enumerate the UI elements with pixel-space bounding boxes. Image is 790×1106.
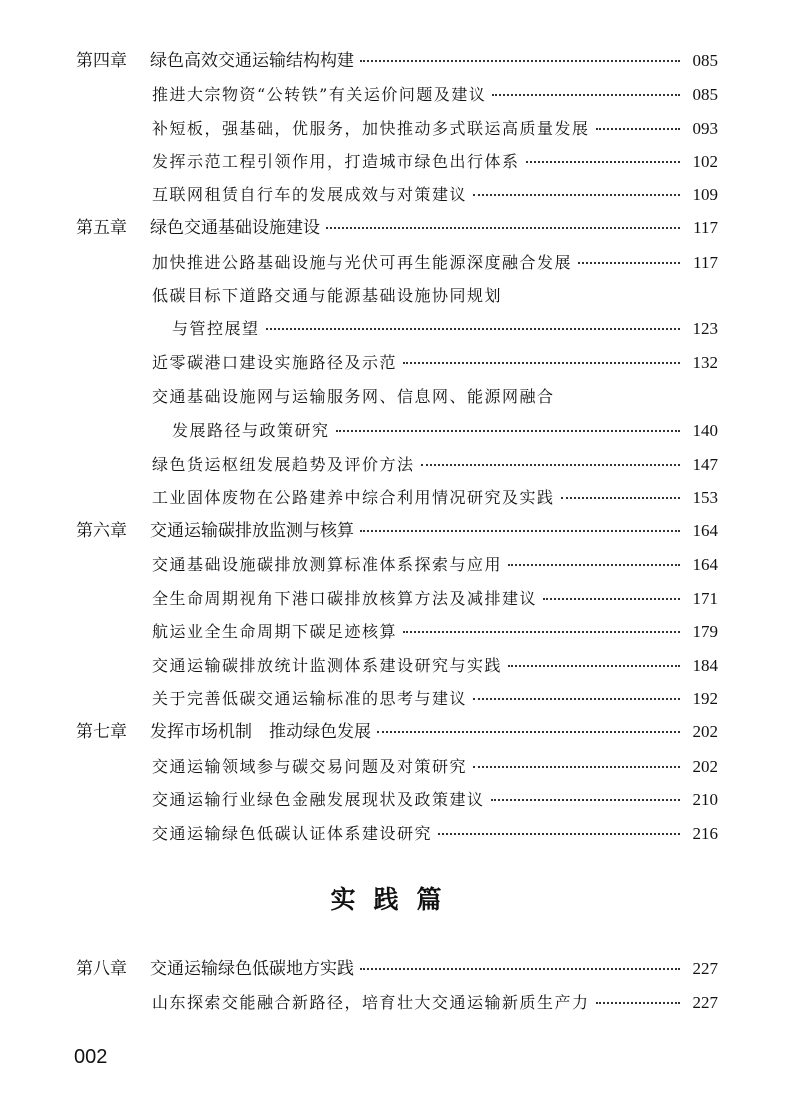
toc-entry[interactable]: [152, 754, 718, 780]
chapter-title: 绿色高效交通运输结构构建: [150, 51, 354, 70]
leader-dots: [403, 631, 680, 633]
folio-page-number: 002: [74, 1046, 108, 1068]
chapter-title: 交通运输碳排放监测与核算: [150, 521, 354, 540]
page-number: 216: [692, 824, 718, 843]
toc-chapter-7[interactable]: [76, 719, 718, 745]
entry-title: 近零碳港口建设实施路径及示范: [152, 353, 398, 372]
leader-dots: [491, 799, 680, 801]
entry-title: 工业固体废物在公路建养中综合利用情况研究及实践: [152, 488, 555, 507]
chapter-title: 发挥市场机制 推动绿色发展: [150, 722, 371, 741]
toc-entry[interactable]: [152, 821, 718, 847]
page-number: 102: [692, 152, 718, 171]
entry-title: 山东探索交能融合新路径，培育壮大交通运输新质生产力: [152, 993, 590, 1012]
toc-entry[interactable]: [152, 350, 718, 376]
entry-title: 交通运输行业绿色金融发展现状及政策建议: [152, 790, 485, 809]
leader-dots: [596, 128, 680, 130]
chapter-title: 交通运输绿色低碳地方实践: [150, 959, 354, 978]
leader-dots: [596, 1002, 680, 1004]
leader-dots: [326, 227, 680, 229]
toc-entry[interactable]: [152, 283, 718, 309]
page-number: 085: [692, 85, 718, 104]
entry-title-continuation: 发展路径与政策研究: [172, 421, 330, 440]
entry-title: 发挥示范工程引领作用，打造城市绿色出行体系: [152, 152, 520, 171]
leader-dots: [492, 94, 680, 96]
entry-title: 交通运输碳排放统计监测体系建设研究与实践: [152, 656, 503, 675]
entry-title: 交通运输绿色低碳认证体系建设研究: [152, 824, 433, 843]
page-number: 153: [692, 488, 718, 507]
page-number: 147: [692, 455, 718, 474]
leader-dots: [473, 194, 680, 196]
leader-dots: [438, 833, 680, 835]
toc-entry-continuation[interactable]: [172, 316, 718, 342]
leader-dots: [360, 968, 680, 970]
entry-title: 互联网租赁自行车的发展成效与对策建议: [152, 185, 468, 204]
page-number: 227: [692, 959, 718, 978]
toc-entry[interactable]: [152, 182, 718, 208]
toc-entry[interactable]: [152, 452, 718, 478]
page-number: 132: [692, 353, 718, 372]
chapter-label: 第八章: [76, 959, 127, 978]
entry-title: 交通运输领域参与碳交易问题及对策研究: [152, 757, 468, 776]
toc-chapter-5[interactable]: [76, 215, 718, 241]
toc-entry[interactable]: [152, 149, 718, 175]
entry-title: 推进大宗物资“公转铁”有关运价问题及建议: [152, 85, 487, 104]
toc-chapter-4[interactable]: [76, 48, 718, 74]
leader-dots: [377, 731, 680, 733]
entry-title: 交通基础设施碳排放测算标准体系探索与应用: [152, 555, 503, 574]
toc-entry[interactable]: [152, 82, 718, 108]
page-number: 117: [693, 218, 718, 237]
entry-title: 加快推进公路基础设施与光伏可再生能源深度融合发展: [152, 253, 573, 272]
page-number: 192: [692, 689, 718, 708]
page-number: 179: [692, 622, 718, 641]
page-number: 093: [692, 119, 718, 138]
page-number: 227: [692, 993, 718, 1012]
entry-title: 全生命周期视角下港口碳排放核算方法及减排建议: [152, 589, 538, 608]
toc-entry[interactable]: [152, 485, 718, 511]
page-number: 184: [692, 656, 718, 675]
toc-entry[interactable]: [152, 552, 718, 578]
leader-dots: [526, 161, 680, 163]
chapter-label: 第六章: [76, 521, 127, 540]
chapter-label: 第四章: [76, 51, 127, 70]
toc-entry[interactable]: [152, 250, 718, 276]
leader-dots: [508, 564, 680, 566]
entry-title: 交通基础设施网与运输服务网、信息网、能源网融合: [152, 387, 555, 406]
leader-dots: [578, 262, 680, 264]
section-heading: 实践篇: [330, 885, 460, 914]
page-number: 202: [692, 722, 718, 741]
entry-title: 航运业全生命周期下碳足迹核算: [152, 622, 398, 641]
toc-entry[interactable]: [152, 653, 718, 679]
toc-chapter-6[interactable]: [76, 518, 718, 544]
leader-dots: [473, 766, 680, 768]
toc-chapter-8[interactable]: [76, 956, 718, 982]
page-number: 085: [692, 51, 718, 70]
leader-dots: [266, 328, 680, 330]
toc-entry[interactable]: [152, 116, 718, 142]
page-number: 164: [692, 555, 718, 574]
page-number: 117: [693, 253, 718, 272]
toc-entry[interactable]: [152, 787, 718, 813]
leader-dots: [543, 598, 680, 600]
entry-title: 关于完善低碳交通运输标准的思考与建议: [152, 689, 468, 708]
leader-dots: [403, 362, 680, 364]
leader-dots: [561, 497, 680, 499]
leader-dots: [360, 530, 680, 532]
entry-title: 补短板，强基础，优服务，加快推动多式联运高质量发展: [152, 119, 590, 138]
leader-dots: [473, 698, 680, 700]
toc-entry[interactable]: [152, 586, 718, 612]
page-number: 202: [692, 757, 718, 776]
toc-entry[interactable]: [152, 619, 718, 645]
chapter-label: 第七章: [76, 722, 127, 741]
leader-dots: [360, 60, 680, 62]
page-number: 140: [692, 421, 718, 440]
leader-dots: [336, 430, 680, 432]
toc-entry[interactable]: [152, 384, 718, 410]
entry-title-continuation: 与管控展望: [172, 319, 260, 338]
toc-entry-continuation[interactable]: [172, 418, 718, 444]
page-number: 210: [692, 790, 718, 809]
entry-title: 低碳目标下道路交通与能源基础设施协同规划: [152, 286, 503, 305]
page-number: 109: [692, 185, 718, 204]
leader-dots: [421, 464, 680, 466]
page-number: 164: [692, 521, 718, 540]
page-number: 123: [692, 319, 718, 338]
leader-dots: [508, 665, 680, 667]
toc-entry[interactable]: [152, 686, 718, 712]
chapter-title: 绿色交通基础设施建设: [150, 218, 320, 237]
toc-entry[interactable]: [152, 990, 718, 1016]
entry-title: 绿色货运枢纽发展趋势及评价方法: [152, 455, 415, 474]
chapter-label: 第五章: [76, 218, 127, 237]
page-number: 171: [692, 589, 718, 608]
